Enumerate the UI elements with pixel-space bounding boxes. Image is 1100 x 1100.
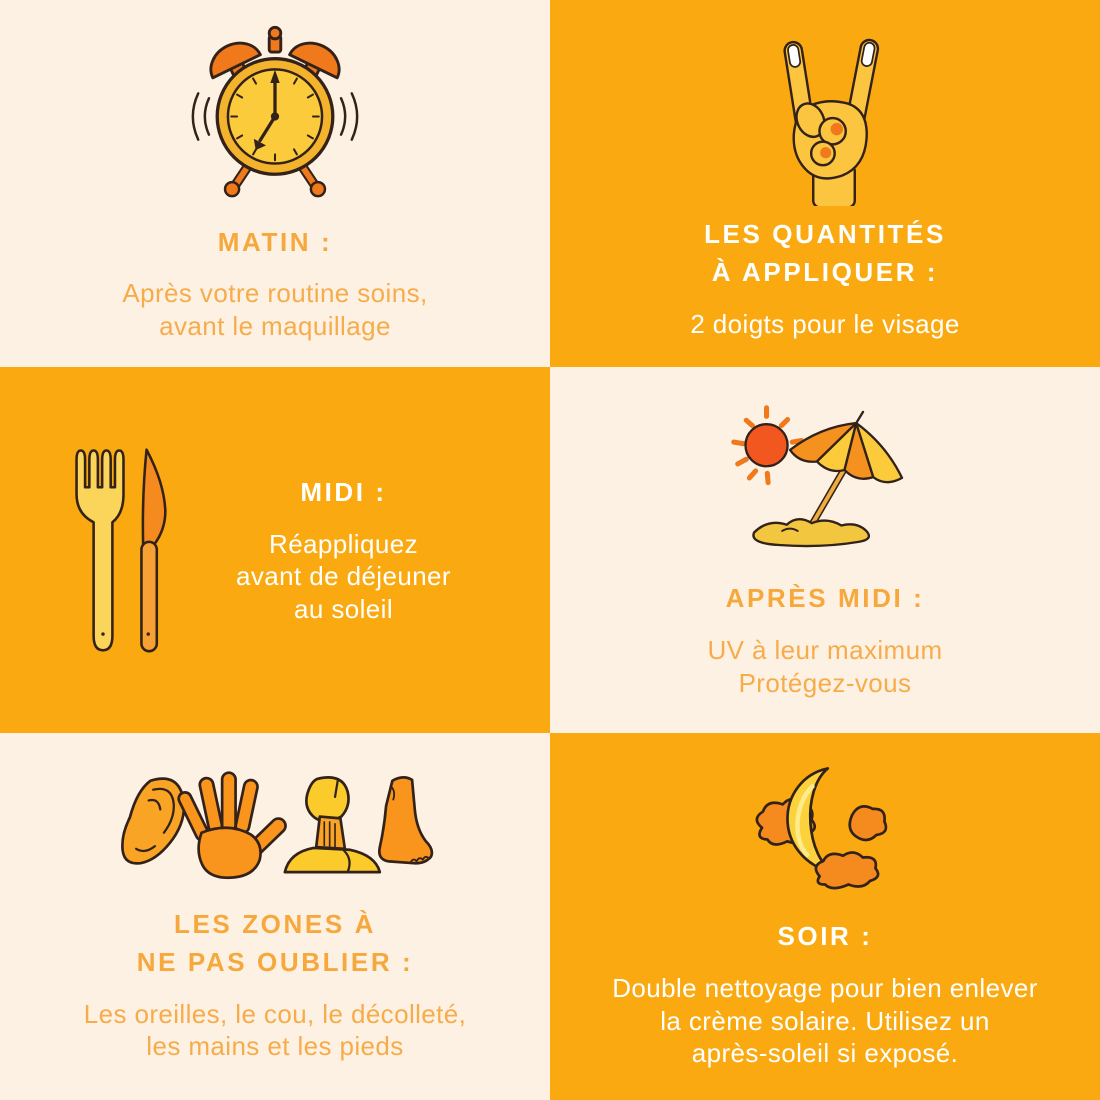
- heading-line: LES QUANTITÉS: [704, 219, 946, 250]
- heading-line: À APPLIQUER :: [711, 256, 939, 287]
- panel-apres-midi: [550, 367, 1100, 734]
- heading-line: SOIR :: [777, 921, 873, 952]
- panel-quantites: [550, 0, 1100, 367]
- heading-line: APRÈS MIDI :: [725, 583, 925, 614]
- heading-line: NE PAS OUBLIER :: [136, 946, 414, 977]
- body-line: la crème solaire. Utilisez un: [660, 1005, 990, 1036]
- body-line: Réappliquez: [269, 528, 418, 559]
- alarm-clock-icon: [184, 24, 366, 204]
- matin-body: [122, 277, 427, 343]
- body-line: Double nettoyage pour bien enlever: [612, 972, 1038, 1003]
- soir-body: [612, 972, 1038, 1070]
- peace-hand-icon: [752, 26, 898, 206]
- midi-body: [179, 528, 508, 626]
- apres-midi-heading: [726, 580, 925, 618]
- panel-midi: [0, 367, 550, 734]
- quantites-heading: [704, 216, 946, 291]
- body-line: avant de déjeuner: [236, 561, 451, 592]
- panel-soir: [550, 733, 1100, 1100]
- body-line: au soleil: [294, 594, 393, 625]
- body-line: Protégez-vous: [738, 667, 912, 698]
- panel-zones: [0, 733, 550, 1100]
- midi-text-block: [179, 474, 550, 626]
- quantites-body: [690, 308, 959, 341]
- soir-heading: [777, 918, 872, 956]
- sun-umbrella-icon: [727, 400, 923, 552]
- apres-midi-body: [707, 634, 942, 700]
- heading-line: MIDI :: [300, 477, 387, 508]
- body-line: UV à leur maximum: [707, 635, 943, 666]
- body-line: Les oreilles, le cou, le décolleté,: [83, 998, 467, 1029]
- zones-heading: [137, 906, 414, 981]
- body-line: 2 doigts pour le visage: [690, 308, 960, 339]
- panel-matin: [0, 0, 550, 367]
- matin-heading: [218, 224, 332, 262]
- body-line: Après votre routine soins,: [122, 278, 428, 309]
- body-line: avant le maquillage: [159, 311, 391, 342]
- body-zones-icon: [109, 770, 441, 882]
- body-line: après-soleil si exposé.: [691, 1038, 959, 1069]
- midi-heading: [179, 474, 508, 512]
- zones-body: [84, 998, 467, 1064]
- body-line: les mains et les pieds: [146, 1031, 404, 1062]
- fork-knife-icon: [68, 441, 179, 659]
- heading-line: LES ZONES À: [174, 909, 376, 940]
- crescent-moon-icon: [742, 763, 909, 898]
- heading-line: MATIN :: [217, 226, 333, 257]
